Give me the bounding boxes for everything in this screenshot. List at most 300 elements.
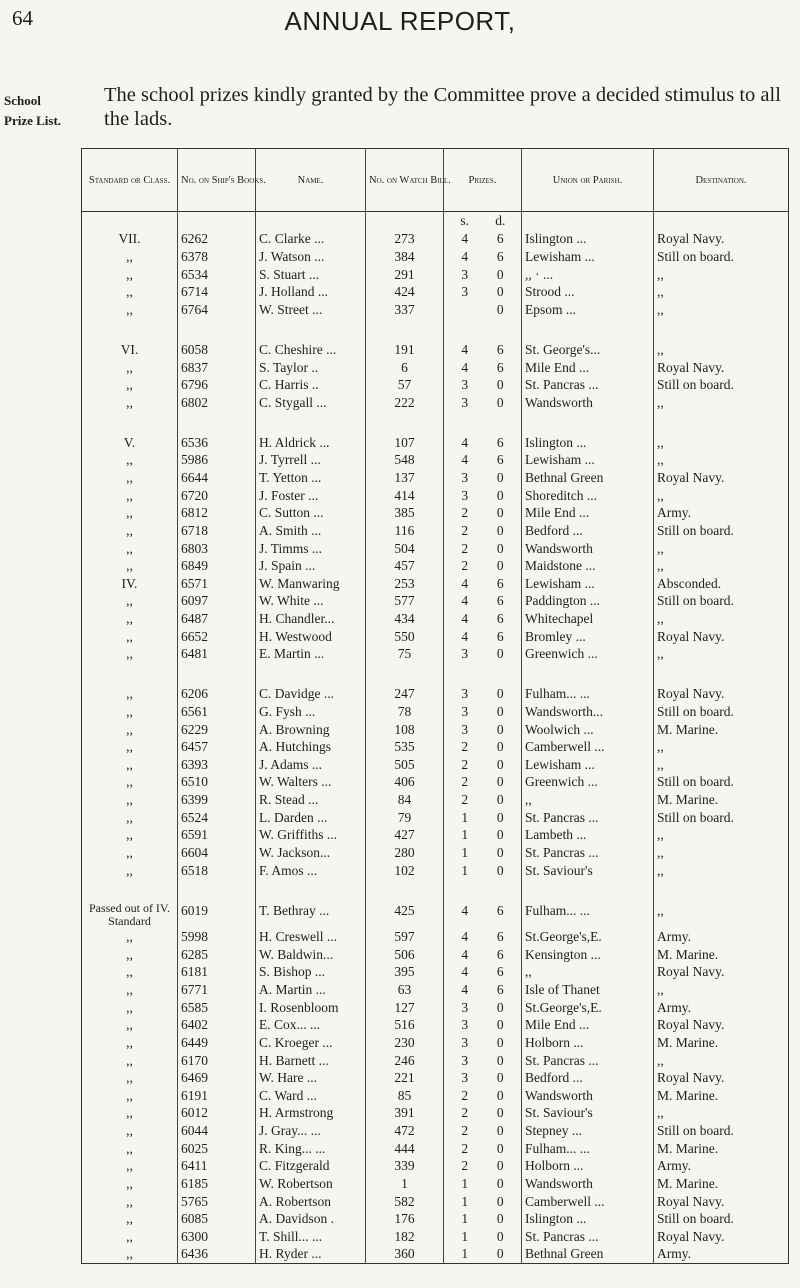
table-row xyxy=(82,963,789,981)
watch-bill-cell: 597 xyxy=(366,928,444,946)
prize-cell xyxy=(444,592,522,610)
ship-book-cell: 6764 xyxy=(178,301,256,319)
destination-cell: Royal Navy. xyxy=(654,1069,789,1087)
prize-pence: 6 xyxy=(496,575,504,591)
table-row xyxy=(82,628,789,646)
name-cell: E. Cox... ... xyxy=(256,1016,366,1034)
watch-bill-cell: 6 xyxy=(366,359,444,377)
class-cell: ,, xyxy=(126,470,133,486)
class-cell: ,, xyxy=(126,487,133,503)
destination-cell: ,, xyxy=(654,610,789,628)
table-row xyxy=(82,1193,789,1211)
class-cell: ,, xyxy=(126,703,133,719)
group-spacer xyxy=(82,879,789,901)
union-cell: Epsom ... xyxy=(522,301,654,319)
class-cell: ,, xyxy=(126,999,133,1015)
prize-pence: 0 xyxy=(496,999,504,1015)
prize-shillings: 4 xyxy=(461,248,469,264)
destination-cell: ,, xyxy=(654,1052,789,1070)
watch-bill-cell: 222 xyxy=(366,394,444,412)
union-cell: St. George's... xyxy=(522,341,654,359)
ship-book-cell: 6652 xyxy=(178,628,256,646)
prize-pence: 0 xyxy=(496,505,504,521)
prize-shillings: 1 xyxy=(461,1228,469,1244)
name-cell: G. Fysh ... xyxy=(256,703,366,721)
name-cell: A. Smith ... xyxy=(256,522,366,540)
class-cell: ,, xyxy=(126,721,133,737)
table-row xyxy=(82,773,789,791)
table-row xyxy=(82,1210,789,1228)
class-cell: VI. xyxy=(120,341,139,357)
watch-bill-cell: 472 xyxy=(366,1122,444,1140)
class-cell: ,, xyxy=(126,628,133,644)
destination-cell: Royal Navy. xyxy=(654,1016,789,1034)
prize-cell xyxy=(444,283,522,301)
watch-bill-cell: 384 xyxy=(366,248,444,266)
name-cell: A. Davidson . xyxy=(256,1210,366,1228)
ship-book-cell: 5765 xyxy=(178,1193,256,1211)
class-cell: ,, xyxy=(126,809,133,825)
watch-bill-cell: 395 xyxy=(366,963,444,981)
class-cell: ,, xyxy=(126,686,133,702)
watch-bill-cell: 385 xyxy=(366,504,444,522)
destination-cell: ,, xyxy=(654,981,789,999)
prize-shillings: 2 xyxy=(461,1140,469,1156)
union-cell: Kensington ... xyxy=(522,946,654,964)
union-cell: Islington ... xyxy=(522,434,654,452)
watch-bill-cell: 280 xyxy=(366,844,444,862)
ship-book-cell: 6720 xyxy=(178,487,256,505)
name-cell: W. Walters ... xyxy=(256,773,366,791)
prize-pence: 0 xyxy=(496,721,504,737)
prize-cell xyxy=(444,963,522,981)
destination-cell: Still on board. xyxy=(654,376,789,394)
prize-pence: 0 xyxy=(496,1158,504,1174)
destination-cell: Still on board. xyxy=(654,248,789,266)
union-cell: Mile End ... xyxy=(522,504,654,522)
table-row xyxy=(82,844,789,862)
prize-pence: 6 xyxy=(496,982,504,998)
watch-bill-cell: 84 xyxy=(366,791,444,809)
union-cell: Lewisham ... xyxy=(522,451,654,469)
prize-pence: 0 xyxy=(496,1105,504,1121)
watch-bill-cell: 535 xyxy=(366,738,444,756)
watch-bill-cell: 505 xyxy=(366,756,444,774)
name-cell: L. Darden ... xyxy=(256,809,366,827)
watch-bill-cell: 116 xyxy=(366,522,444,540)
destination-cell: ,, xyxy=(654,301,789,319)
prize-cell xyxy=(444,862,522,880)
table-row xyxy=(82,946,789,964)
prize-cell xyxy=(444,469,522,487)
name-cell: C. Cheshire ... xyxy=(256,341,366,359)
prize-pence: 0 xyxy=(496,1017,504,1033)
watch-bill-cell: 79 xyxy=(366,809,444,827)
table-row xyxy=(82,451,789,469)
watch-bill-cell: 247 xyxy=(366,685,444,703)
prize-cell xyxy=(444,1210,522,1228)
prize-cell xyxy=(444,341,522,359)
name-cell: T. Shill... ... xyxy=(256,1228,366,1246)
prize-shillings: 2 xyxy=(461,792,469,808)
ship-book-cell: 6285 xyxy=(178,946,256,964)
table-row xyxy=(82,487,789,505)
watch-bill-cell: 360 xyxy=(366,1245,444,1263)
class-cell: ,, xyxy=(126,505,133,521)
ship-book-cell: 6718 xyxy=(178,522,256,540)
name-cell: J. Tyrrell ... xyxy=(256,451,366,469)
prize-pence: 0 xyxy=(496,1175,504,1191)
class-cell: ,, xyxy=(126,1211,133,1227)
class-cell: ,, xyxy=(126,1246,133,1262)
destination-cell: Royal Navy. xyxy=(654,963,789,981)
destination-cell: ,, xyxy=(654,844,789,862)
ship-book-cell: 6849 xyxy=(178,557,256,575)
name-cell: S. Taylor .. xyxy=(256,359,366,377)
class-cell: ,, xyxy=(126,646,133,662)
page-number: 64 xyxy=(12,6,33,30)
watch-bill-cell: 424 xyxy=(366,283,444,301)
name-cell: W. Street ... xyxy=(256,301,366,319)
prize-pence: 0 xyxy=(496,1052,504,1068)
destination-cell: Royal Navy. xyxy=(654,230,789,248)
prize-cell xyxy=(444,791,522,809)
ship-book-cell: 5986 xyxy=(178,451,256,469)
union-cell: Lewisham ... xyxy=(522,248,654,266)
prize-shillings: 2 xyxy=(461,558,469,574)
table-row xyxy=(82,248,789,266)
name-cell: F. Amos ... xyxy=(256,862,366,880)
name-cell: H. Ryder ... xyxy=(256,1245,366,1263)
prize-cell xyxy=(444,645,522,663)
ship-book-cell: 6561 xyxy=(178,703,256,721)
union-cell: Mile End ... xyxy=(522,1016,654,1034)
table-row xyxy=(82,341,789,359)
prize-pence: 6 xyxy=(496,902,504,918)
watch-bill-cell: 63 xyxy=(366,981,444,999)
prize-pence: 6 xyxy=(496,248,504,264)
prize-pence: 6 xyxy=(496,341,504,357)
prize-cell xyxy=(444,1140,522,1158)
header-ship-book: No. on Ship's Books. xyxy=(178,149,256,212)
union-cell: Greenwich ... xyxy=(522,773,654,791)
class-cell: ,, xyxy=(126,1105,133,1121)
union-cell: St.George's,E. xyxy=(522,999,654,1017)
prize-pence: 0 xyxy=(496,522,504,538)
union-cell: Bethnal Green xyxy=(522,469,654,487)
table-row xyxy=(82,862,789,880)
name-cell: W. Manwaring xyxy=(256,575,366,593)
union-cell: Holborn ... xyxy=(522,1157,654,1175)
watch-bill-cell: 191 xyxy=(366,341,444,359)
watch-bill-cell: 246 xyxy=(366,1052,444,1070)
prize-shillings: 3 xyxy=(461,999,469,1015)
destination-cell: Royal Navy. xyxy=(654,469,789,487)
destination-cell: Royal Navy. xyxy=(654,359,789,377)
prize-shillings: 1 xyxy=(461,1211,469,1227)
name-cell: W. Robertson xyxy=(256,1175,366,1193)
prize-cell xyxy=(444,756,522,774)
name-cell: R. King... ... xyxy=(256,1140,366,1158)
name-cell: H. Westwood xyxy=(256,628,366,646)
prize-cell xyxy=(444,1069,522,1087)
ship-book-cell: 5998 xyxy=(178,928,256,946)
table-row xyxy=(82,1087,789,1105)
prize-cell xyxy=(444,376,522,394)
table-row xyxy=(82,721,789,739)
name-cell: A. Browning xyxy=(256,721,366,739)
prize-shillings: 4 xyxy=(461,946,469,962)
class-cell: ,, xyxy=(126,739,133,755)
table-row xyxy=(82,610,789,628)
prize-pence: 0 xyxy=(496,646,504,662)
table-row xyxy=(82,809,789,827)
destination-cell: ,, xyxy=(654,1104,789,1122)
prize-shillings: 2 xyxy=(461,1123,469,1139)
ship-book-cell: 6644 xyxy=(178,469,256,487)
ship-book-cell: 6170 xyxy=(178,1052,256,1070)
destination-cell: Absconded. xyxy=(654,575,789,593)
union-cell: St. Pancras ... xyxy=(522,809,654,827)
prize-shillings: 4 xyxy=(461,628,469,644)
ship-book-cell: 6191 xyxy=(178,1087,256,1105)
ship-book-cell: 6536 xyxy=(178,434,256,452)
name-cell: S. Stuart ... xyxy=(256,266,366,284)
name-cell: H. Barnett ... xyxy=(256,1052,366,1070)
destination-cell: Still on board. xyxy=(654,592,789,610)
class-cell: ,, xyxy=(126,359,133,375)
ship-book-cell: 6510 xyxy=(178,773,256,791)
watch-bill-cell: 182 xyxy=(366,1228,444,1246)
watch-bill-cell: 221 xyxy=(366,1069,444,1087)
prize-pence: 0 xyxy=(496,558,504,574)
prize-pence: 6 xyxy=(496,964,504,980)
prize-pence: 0 xyxy=(496,1087,504,1103)
prize-pence: 0 xyxy=(496,487,504,503)
destination-cell: Army. xyxy=(654,504,789,522)
prize-shillings: 3 xyxy=(461,1052,469,1068)
prize-pence: 0 xyxy=(496,739,504,755)
prize-pence: 6 xyxy=(496,611,504,627)
class-cell: ,, xyxy=(126,248,133,264)
watch-bill-cell: 230 xyxy=(366,1034,444,1052)
prize-pence: 0 xyxy=(496,1034,504,1050)
prize-cell xyxy=(444,628,522,646)
union-cell: Wandsworth xyxy=(522,540,654,558)
watch-bill-cell: 127 xyxy=(366,999,444,1017)
prize-pence: 0 xyxy=(496,470,504,486)
prize-shillings: 3 xyxy=(461,1034,469,1050)
prize-pence: 0 xyxy=(496,1070,504,1086)
watch-bill-cell: 337 xyxy=(366,301,444,319)
prize-pence: 6 xyxy=(496,946,504,962)
ship-book-cell: 6229 xyxy=(178,721,256,739)
prize-cell xyxy=(444,1193,522,1211)
prize-cell xyxy=(444,504,522,522)
destination-cell: ,, xyxy=(654,434,789,452)
table-row xyxy=(82,434,789,452)
prize-pence: 6 xyxy=(496,434,504,450)
table-row xyxy=(82,230,789,248)
table-row xyxy=(82,557,789,575)
name-cell: J. Holland ... xyxy=(256,283,366,301)
destination-cell: Army. xyxy=(654,928,789,946)
prize-cell xyxy=(444,394,522,412)
prize-pence: 0 xyxy=(496,394,504,410)
prize-shillings: 1 xyxy=(461,1193,469,1209)
watch-bill-cell: 102 xyxy=(366,862,444,880)
prize-pence: 0 xyxy=(496,686,504,702)
ship-book-cell: 6585 xyxy=(178,999,256,1017)
table-row xyxy=(82,359,789,377)
prize-pence: 0 xyxy=(496,1193,504,1209)
union-cell: Wandsworth xyxy=(522,1175,654,1193)
margin-note-line-1: School xyxy=(4,93,41,108)
prize-pence: 0 xyxy=(496,1140,504,1156)
name-cell: H. Armstrong xyxy=(256,1104,366,1122)
prize-shillings: 4 xyxy=(461,231,469,247)
union-cell: St. Saviour's xyxy=(522,1104,654,1122)
table-row xyxy=(82,645,789,663)
ship-book-cell: 6802 xyxy=(178,394,256,412)
ship-book-cell: 6449 xyxy=(178,1034,256,1052)
prize-pence: 0 xyxy=(496,1211,504,1227)
destination-cell: M. Marine. xyxy=(654,1175,789,1193)
prize-pence: 0 xyxy=(496,1246,504,1262)
destination-cell: ,, xyxy=(654,902,789,929)
name-cell: W. Jackson... xyxy=(256,844,366,862)
watch-bill-cell: 548 xyxy=(366,451,444,469)
prize-cell xyxy=(444,610,522,628)
table-row xyxy=(82,826,789,844)
watch-bill-cell: 582 xyxy=(366,1193,444,1211)
destination-cell: Royal Navy. xyxy=(654,1193,789,1211)
union-cell: St. Pancras ... xyxy=(522,844,654,862)
ship-book-cell: 6534 xyxy=(178,266,256,284)
prize-cell xyxy=(444,248,522,266)
prize-cell xyxy=(444,703,522,721)
ship-book-cell: 6378 xyxy=(178,248,256,266)
prize-pence: 6 xyxy=(496,452,504,468)
destination-cell: ,, xyxy=(654,540,789,558)
destination-cell: M. Marine. xyxy=(654,1140,789,1158)
prize-shillings: 3 xyxy=(461,487,469,503)
name-cell: H. Chandler... xyxy=(256,610,366,628)
prize-cell xyxy=(444,487,522,505)
prize-cell xyxy=(444,230,522,248)
ship-book-cell: 6518 xyxy=(178,862,256,880)
name-cell: T. Bethray ... xyxy=(256,902,366,929)
class-cell: ,, xyxy=(126,964,133,980)
class-cell: ,, xyxy=(126,1034,133,1050)
destination-cell: M. Marine. xyxy=(654,946,789,964)
table-row xyxy=(82,756,789,774)
pence-unit: d. xyxy=(495,213,506,228)
destination-cell: Still on board. xyxy=(654,1122,789,1140)
prize-pence: 0 xyxy=(496,844,504,860)
ship-book-cell: 6436 xyxy=(178,1245,256,1263)
table-row xyxy=(82,266,789,284)
prize-cell xyxy=(444,999,522,1017)
class-cell: ,, xyxy=(126,394,133,410)
prize-shillings: 3 xyxy=(461,1070,469,1086)
prize-shillings: 3 xyxy=(461,377,469,393)
prize-cell xyxy=(444,946,522,964)
union-cell: Isle of Thanet xyxy=(522,981,654,999)
intro-paragraph: The school prizes kindly granted by the Committee prove a decided stimulus to all the lads. xyxy=(104,84,781,130)
ship-book-cell: 6262 xyxy=(178,230,256,248)
watch-bill-cell: 253 xyxy=(366,575,444,593)
destination-cell: Army. xyxy=(654,1157,789,1175)
union-cell: Camberwell ... xyxy=(522,1193,654,1211)
destination-cell: ,, xyxy=(654,487,789,505)
union-cell: Bedford ... xyxy=(522,1069,654,1087)
ship-book-cell: 6571 xyxy=(178,575,256,593)
prize-pence: 0 xyxy=(496,809,504,825)
watch-bill-cell: 391 xyxy=(366,1104,444,1122)
prize-shillings: 4 xyxy=(461,359,469,375)
prize-cell xyxy=(444,575,522,593)
union-cell: Mile End ... xyxy=(522,359,654,377)
watch-bill-cell: 273 xyxy=(366,230,444,248)
class-cell: ,, xyxy=(126,756,133,772)
destination-cell: ,, xyxy=(654,738,789,756)
name-cell: J. Gray... ... xyxy=(256,1122,366,1140)
prize-shillings: 4 xyxy=(461,902,469,918)
prize-pence: 6 xyxy=(496,628,504,644)
destination-cell: Still on board. xyxy=(654,703,789,721)
running-title: ANNUAL REPORT, xyxy=(284,6,516,36)
class-cell: ,, xyxy=(126,284,133,300)
class-cell: ,, xyxy=(126,929,133,945)
name-cell: J. Timms ... xyxy=(256,540,366,558)
table-row xyxy=(82,1069,789,1087)
prize-units xyxy=(444,212,522,231)
margin-note-line-2: Prize List. xyxy=(4,113,62,128)
destination-cell: M. Marine. xyxy=(654,721,789,739)
name-cell: J. Foster ... xyxy=(256,487,366,505)
table-row xyxy=(82,1228,789,1246)
ship-book-cell: 6487 xyxy=(178,610,256,628)
class-cell: ,, xyxy=(126,522,133,538)
watch-bill-cell: 78 xyxy=(366,703,444,721)
prize-cell xyxy=(444,301,522,319)
prize-pence: 0 xyxy=(496,862,504,878)
destination-cell: Still on board. xyxy=(654,1210,789,1228)
prize-cell xyxy=(444,1104,522,1122)
prize-cell xyxy=(444,685,522,703)
watch-bill-cell: 107 xyxy=(366,434,444,452)
prize-shillings: 1 xyxy=(461,1175,469,1191)
class-cell: ,, xyxy=(126,827,133,843)
destination-cell: Army. xyxy=(654,999,789,1017)
prize-pence: 0 xyxy=(496,756,504,772)
destination-cell: ,, xyxy=(654,266,789,284)
ship-book-cell: 6206 xyxy=(178,685,256,703)
prize-shillings: 1 xyxy=(461,1246,469,1262)
prize-pence: 0 xyxy=(496,377,504,393)
ship-book-cell: 6457 xyxy=(178,738,256,756)
watch-bill-cell: 291 xyxy=(366,266,444,284)
name-cell: A. Hutchings xyxy=(256,738,366,756)
name-cell: H. Aldrick ... xyxy=(256,434,366,452)
name-cell: R. Stead ... xyxy=(256,791,366,809)
ship-book-cell: 6097 xyxy=(178,592,256,610)
class-cell: ,, xyxy=(126,946,133,962)
ship-book-cell: 6012 xyxy=(178,1104,256,1122)
watch-bill-cell: 434 xyxy=(366,610,444,628)
table-row xyxy=(82,1016,789,1034)
